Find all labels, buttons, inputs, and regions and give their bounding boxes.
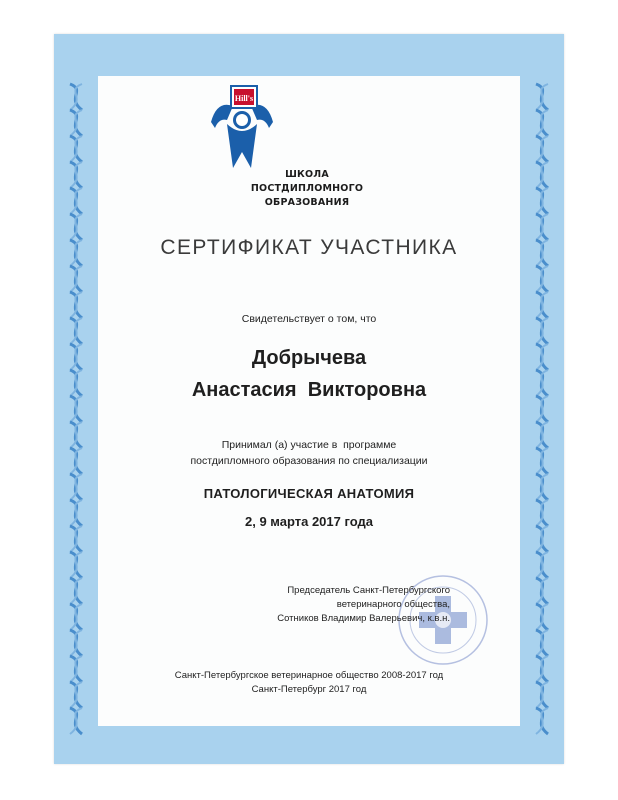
specialization: ПАТОЛОГИЧЕСКАЯ АНАТОМИЯ <box>203 486 415 501</box>
school-name-line: ОБРАЗОВАНИЯ <box>264 197 350 208</box>
footer <box>64 669 554 697</box>
school-name-line: ПОСТДИПЛОМНОГО <box>250 183 364 194</box>
recipient-surname: Добрычева <box>251 347 367 369</box>
participation-line: Принимал (а) участие в программе <box>221 439 397 451</box>
chairman-line: ветеринарного общества, <box>336 599 450 610</box>
recipient-given-names: Анастасия Викторовна <box>191 379 427 401</box>
certificate-title: СЕРТИФИКАТ УЧАСТНИКА <box>160 236 458 259</box>
hills-school-logo-icon <box>207 76 277 172</box>
logo-brand-text: Hill's <box>234 94 254 103</box>
footer-line: Санкт-Петербургское ветеринарное общество 2008-2017 год <box>174 670 444 681</box>
footer-line: Санкт-Петербург 2017 год <box>251 684 367 695</box>
recipient-name <box>64 342 554 406</box>
chairman-line: Сотников Владимир Валерьевич, к.в.н. <box>277 613 450 624</box>
chairman-line: Председатель Санкт-Петербургского <box>287 585 450 596</box>
program-dates: 2, 9 марта 2017 года <box>245 514 373 529</box>
school-name <box>209 168 405 210</box>
chairman-signature-block <box>150 584 450 626</box>
participation-text <box>64 437 554 469</box>
school-name-line: ШКОЛА <box>285 169 329 180</box>
participation-line: постдипломного образования по специализации <box>190 455 428 467</box>
certifies-text: Свидетельствует о том, что <box>241 313 377 325</box>
